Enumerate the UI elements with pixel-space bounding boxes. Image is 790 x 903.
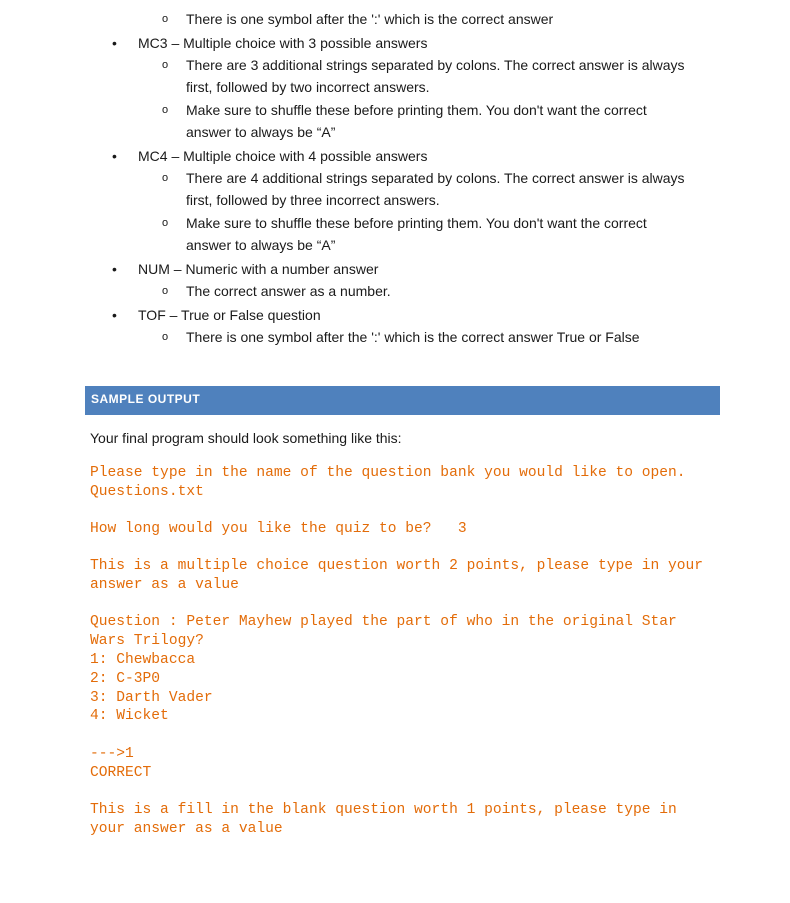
list-item-text: There are 3 additional strings separated by colons. The correct answer is always	[186, 57, 685, 73]
output-choice: 4: Wicket	[90, 708, 169, 724]
section-heading-band	[85, 386, 720, 415]
list-item-continuation: first, followed by three incorrect answers.	[186, 192, 440, 208]
bullet-disc-icon: •	[112, 261, 117, 277]
list-item-num	[112, 258, 379, 280]
list-item-continuation: answer to always be “A”	[186, 237, 336, 253]
output-line: your answer as a value	[90, 821, 283, 837]
list-item-text: There are 4 additional strings separated by colons. The correct answer is always	[186, 170, 685, 186]
output-question-line: Wars Trilogy?	[90, 633, 204, 649]
bullet-circle-icon: o	[162, 13, 169, 25]
bullet-disc-icon: •	[112, 307, 117, 323]
output-choice: 2: C-3P0	[90, 671, 161, 687]
list-item-continuation: answer to always be “A”	[186, 124, 336, 140]
output-choice: 1: Chewbacca	[90, 652, 196, 668]
output-line: This is a fill in the blank question worth 1 points, please type in	[90, 802, 677, 818]
list-item-text: There is one symbol after the ':' which is the correct answer	[186, 11, 554, 27]
list-item-text: TOF – True or False question	[138, 307, 321, 323]
output-prompt-line: Please type in the name of the question bank you would like to open.	[90, 465, 686, 481]
list-item-text: NUM – Numeric with a number answer	[138, 261, 379, 277]
list-item	[162, 8, 554, 30]
bullet-circle-icon: o	[162, 104, 169, 116]
list-item-tof	[112, 304, 321, 326]
output-prompt-line: How long would you like the quiz to be? 3	[90, 521, 467, 537]
list-item-text: There is one symbol after the ':' which is the correct answer True or False	[186, 329, 640, 345]
list-item	[162, 54, 685, 76]
bullet-circle-icon: o	[162, 217, 169, 229]
bullet-circle-icon: o	[162, 172, 169, 184]
list-item-mc3	[112, 32, 428, 54]
list-item	[162, 326, 640, 348]
output-choice: 3: Darth Vader	[90, 690, 213, 706]
output-line: answer as a value	[90, 577, 239, 593]
list-item-text: Make sure to shuffle these before printing them. You don't want the correct	[186, 102, 647, 118]
output-line: This is a multiple choice question worth 2 points, please type in your	[90, 558, 704, 574]
output-question-line: Question : Peter Mayhew played the part of who in the original Star	[90, 614, 677, 630]
list-item-continuation: first, followed by two incorrect answers.	[186, 79, 430, 95]
bullet-circle-icon: o	[162, 331, 169, 343]
output-answer: --->1	[90, 746, 134, 762]
list-item	[162, 212, 647, 234]
output-prompt-line: Questions.txt	[90, 484, 204, 500]
bullet-circle-icon: o	[162, 59, 169, 71]
list-item	[162, 280, 391, 302]
bullet-disc-icon: •	[112, 35, 117, 51]
list-item-text: MC3 – Multiple choice with 3 possible answers	[138, 35, 428, 51]
list-item-text: Make sure to shuffle these before printing them. You don't want the correct	[186, 215, 647, 231]
list-item-mc4	[112, 145, 428, 167]
section-heading: SAMPLE OUTPUT	[91, 392, 201, 406]
output-result: CORRECT	[90, 765, 152, 781]
bullet-disc-icon: •	[112, 148, 117, 164]
list-item	[162, 99, 647, 121]
bullet-circle-icon: o	[162, 285, 169, 297]
list-item	[162, 167, 685, 189]
section-intro: Your final program should look something like this:	[90, 430, 402, 446]
list-item-text: MC4 – Multiple choice with 4 possible answers	[138, 148, 428, 164]
list-item-text: The correct answer as a number.	[186, 283, 391, 299]
